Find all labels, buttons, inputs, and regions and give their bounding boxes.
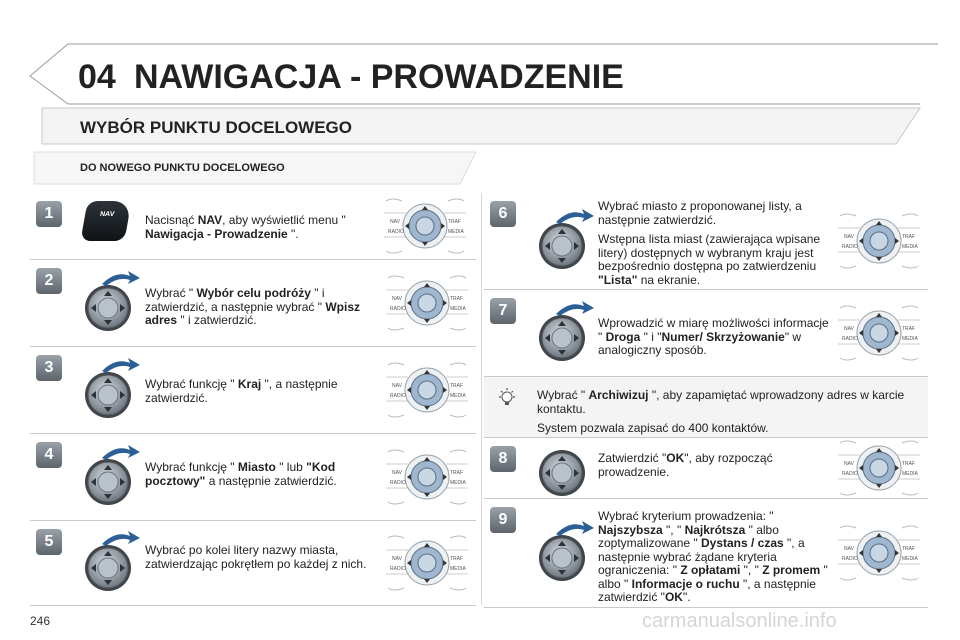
rotary-knob-icon bbox=[536, 300, 596, 362]
svg-text:NAV: NAV bbox=[844, 234, 854, 240]
step-instruction bbox=[145, 287, 375, 334]
step-instruction bbox=[598, 200, 833, 293]
body-text: Zatwierdzić " bbox=[598, 451, 667, 465]
svg-text:MEDIA: MEDIA bbox=[902, 244, 918, 250]
svg-text:TRAF: TRAF bbox=[448, 219, 462, 225]
svg-text:RADIO: RADIO bbox=[388, 229, 404, 235]
body-text: ", a następnie zatwierdzić. bbox=[145, 377, 338, 405]
emphasis-text: "Kod pocztowy" bbox=[145, 460, 336, 488]
svg-text:TRAF: TRAF bbox=[450, 556, 464, 562]
body-text: ", " bbox=[662, 522, 685, 537]
control-panel-illustration bbox=[836, 520, 922, 586]
control-panel-illustration bbox=[382, 193, 468, 259]
svg-text:TRAF: TRAF bbox=[450, 296, 464, 302]
emphasis-text: Z opłatami bbox=[680, 563, 741, 577]
step-instruction bbox=[145, 214, 370, 247]
emphasis-text: OK bbox=[664, 590, 683, 604]
chapter-title: NAWIGACJA - PROWADZENIE bbox=[134, 58, 624, 96]
svg-text:MEDIA: MEDIA bbox=[450, 566, 466, 572]
step-number-badge: 1 bbox=[36, 201, 62, 227]
tip-note: System pozwala zapisać do 400 kontaktów. bbox=[537, 421, 769, 435]
body-text: Wybrać " bbox=[537, 388, 589, 402]
emphasis-text: Z promem bbox=[762, 563, 821, 577]
svg-text:NAV: NAV bbox=[844, 461, 854, 467]
body-text: Wprowadzić w miarę możliwości informacje " bbox=[598, 316, 829, 344]
svg-text:TRAF: TRAF bbox=[450, 470, 464, 476]
svg-text:NAV: NAV bbox=[844, 546, 854, 552]
body-text: a następnie zatwierdzić. bbox=[205, 473, 337, 488]
step-number-badge: 4 bbox=[36, 442, 62, 468]
body-text: Wybrać kryterium prowadzenia: " bbox=[598, 509, 774, 523]
body-text: " w analogiczny sposób. bbox=[598, 329, 802, 357]
emphasis-text: "Lista" bbox=[598, 272, 638, 287]
svg-text:RADIO: RADIO bbox=[390, 566, 406, 572]
body-text: ", a następnie zatwierdzić " bbox=[598, 576, 816, 604]
step-instruction bbox=[598, 452, 833, 485]
svg-text:RADIO: RADIO bbox=[390, 480, 406, 486]
emphasis-text: Archiwizuj bbox=[588, 388, 649, 402]
emphasis-text: Miasto bbox=[237, 460, 276, 474]
body-text: ", " bbox=[740, 563, 763, 577]
body-text: Wstępna lista miast (zawierająca wpisane litery) dostępnych w wybranym kraju jest bezpośrednio dostępna po zatwierdzeniu bbox=[598, 232, 821, 273]
svg-text:NAV: NAV bbox=[390, 219, 400, 225]
svg-text:NAV: NAV bbox=[844, 326, 854, 332]
emphasis-text: Nawigacja - Prowadzenie bbox=[145, 226, 288, 241]
step-instruction bbox=[598, 317, 833, 364]
body-text: Wybrać miasto z proponowanej listy, a następnie zatwierdzić. bbox=[598, 199, 802, 227]
page-number: 246 bbox=[30, 614, 51, 628]
page-subtitle: WYBÓR PUNKTU DOCELOWEGO bbox=[80, 118, 352, 137]
body-text: Wybrać " bbox=[145, 286, 197, 300]
svg-text:TRAF: TRAF bbox=[902, 326, 916, 332]
step-instruction bbox=[145, 461, 375, 494]
rotary-knob-icon bbox=[82, 357, 142, 419]
body-text: na ekranie. bbox=[637, 272, 701, 287]
rotary-knob-icon bbox=[82, 270, 142, 332]
svg-text:MEDIA: MEDIA bbox=[450, 306, 466, 312]
svg-text:TRAF: TRAF bbox=[902, 546, 916, 552]
svg-text:RADIO: RADIO bbox=[390, 393, 406, 399]
svg-text:TRAF: TRAF bbox=[902, 461, 916, 467]
control-panel-illustration bbox=[836, 300, 922, 366]
control-panel-illustration bbox=[384, 530, 470, 596]
lightbulb-icon bbox=[496, 387, 518, 409]
rotary-knob-icon bbox=[82, 530, 142, 592]
emphasis-text: Wpisz adres bbox=[145, 299, 361, 327]
emphasis-text: Informacje o ruchu bbox=[631, 576, 740, 591]
step-number-badge: 5 bbox=[36, 529, 62, 555]
step-number-badge: 8 bbox=[490, 446, 516, 472]
body-text: ". bbox=[287, 226, 299, 241]
body-text: Wybrać funkcję " bbox=[145, 377, 238, 391]
rotary-knob-icon bbox=[82, 444, 142, 506]
step-number-badge: 6 bbox=[490, 201, 516, 227]
body-text: " albo zoptymalizowane " bbox=[598, 522, 779, 550]
body-text: ", a następnie wybrać żądane kryteria ograniczenia: " bbox=[598, 536, 805, 577]
body-text: Wybrać funkcję " bbox=[145, 460, 238, 474]
step-instruction bbox=[145, 378, 375, 411]
control-panel-illustration bbox=[384, 444, 470, 510]
column-divider bbox=[481, 193, 482, 605]
emphasis-text: Dystans / czas bbox=[700, 536, 784, 550]
svg-text:MEDIA: MEDIA bbox=[902, 556, 918, 562]
svg-text:NAV: NAV bbox=[392, 383, 402, 389]
body-text: " lub bbox=[275, 460, 307, 474]
svg-text:MEDIA: MEDIA bbox=[450, 480, 466, 486]
rotary-knob-icon bbox=[536, 208, 596, 270]
step-number-badge: 2 bbox=[36, 268, 62, 294]
svg-text:NAV: NAV bbox=[392, 296, 402, 302]
svg-text:MEDIA: MEDIA bbox=[448, 229, 464, 235]
step-number-badge: 3 bbox=[36, 355, 62, 381]
body-text: Nacisnąć bbox=[145, 213, 198, 227]
svg-text:RADIO: RADIO bbox=[390, 306, 406, 312]
rotary-knob-icon bbox=[536, 520, 596, 582]
chapter-number: 04 bbox=[78, 58, 116, 96]
control-panel-illustration bbox=[836, 435, 922, 501]
body-text: " albo " bbox=[598, 563, 828, 591]
svg-text:RADIO: RADIO bbox=[842, 244, 858, 250]
nav-button-icon: NAV bbox=[80, 201, 131, 241]
body-text: " i zatwierdzić, a następnie wybrać " bbox=[145, 286, 326, 314]
step-number-badge: 9 bbox=[490, 507, 516, 533]
svg-text:MEDIA: MEDIA bbox=[902, 471, 918, 477]
body-text: " i " bbox=[640, 329, 662, 344]
body-text: Wybrać po kolei litery nazwy miasta, zatwierdzając pokrętłem po każdej z nich. bbox=[145, 543, 367, 571]
svg-text:MEDIA: MEDIA bbox=[902, 336, 918, 342]
body-text: ", aby rozpocząć prowadzenie. bbox=[598, 451, 773, 479]
emphasis-text: Kraj bbox=[237, 377, 262, 391]
svg-text:TRAF: TRAF bbox=[902, 234, 916, 240]
svg-text:NAV: NAV bbox=[392, 470, 402, 476]
step-instruction bbox=[145, 544, 375, 577]
svg-text:RADIO: RADIO bbox=[842, 336, 858, 342]
control-panel-illustration bbox=[384, 357, 470, 423]
emphasis-text: Najszybsza bbox=[598, 522, 663, 537]
svg-text:MEDIA: MEDIA bbox=[450, 393, 466, 399]
section-heading: DO NOWEGO PUNKTU DOCELOWEGO bbox=[80, 162, 285, 174]
emphasis-text: OK bbox=[666, 451, 685, 465]
control-panel-illustration bbox=[384, 270, 470, 336]
svg-text:RADIO: RADIO bbox=[842, 556, 858, 562]
svg-text:NAV: NAV bbox=[392, 556, 402, 562]
rotary-knob-icon bbox=[536, 435, 596, 497]
step-instruction bbox=[598, 510, 833, 611]
body-text: , aby wyświetlić menu " bbox=[222, 213, 346, 227]
control-panel-illustration bbox=[836, 208, 922, 274]
svg-text:RADIO: RADIO bbox=[842, 471, 858, 477]
emphasis-text: Droga bbox=[605, 329, 641, 344]
body-text: ". bbox=[682, 590, 691, 604]
emphasis-text: Numer/ Skrzyżowanie bbox=[661, 329, 785, 344]
emphasis-text: Najkrótsza bbox=[684, 522, 746, 537]
watermark: carmanualsonline.info bbox=[642, 610, 837, 632]
emphasis-text: Wybór celu podróży bbox=[196, 286, 311, 300]
emphasis-text: NAV bbox=[197, 213, 223, 227]
tip-text bbox=[537, 389, 907, 442]
svg-text:TRAF: TRAF bbox=[450, 383, 464, 389]
body-text: " i zatwierdzić. bbox=[177, 313, 257, 327]
body-text: ", aby zapamiętać wprowadzony adres w karcie kontaktu. bbox=[537, 388, 905, 416]
step-number-badge: 7 bbox=[490, 298, 516, 324]
